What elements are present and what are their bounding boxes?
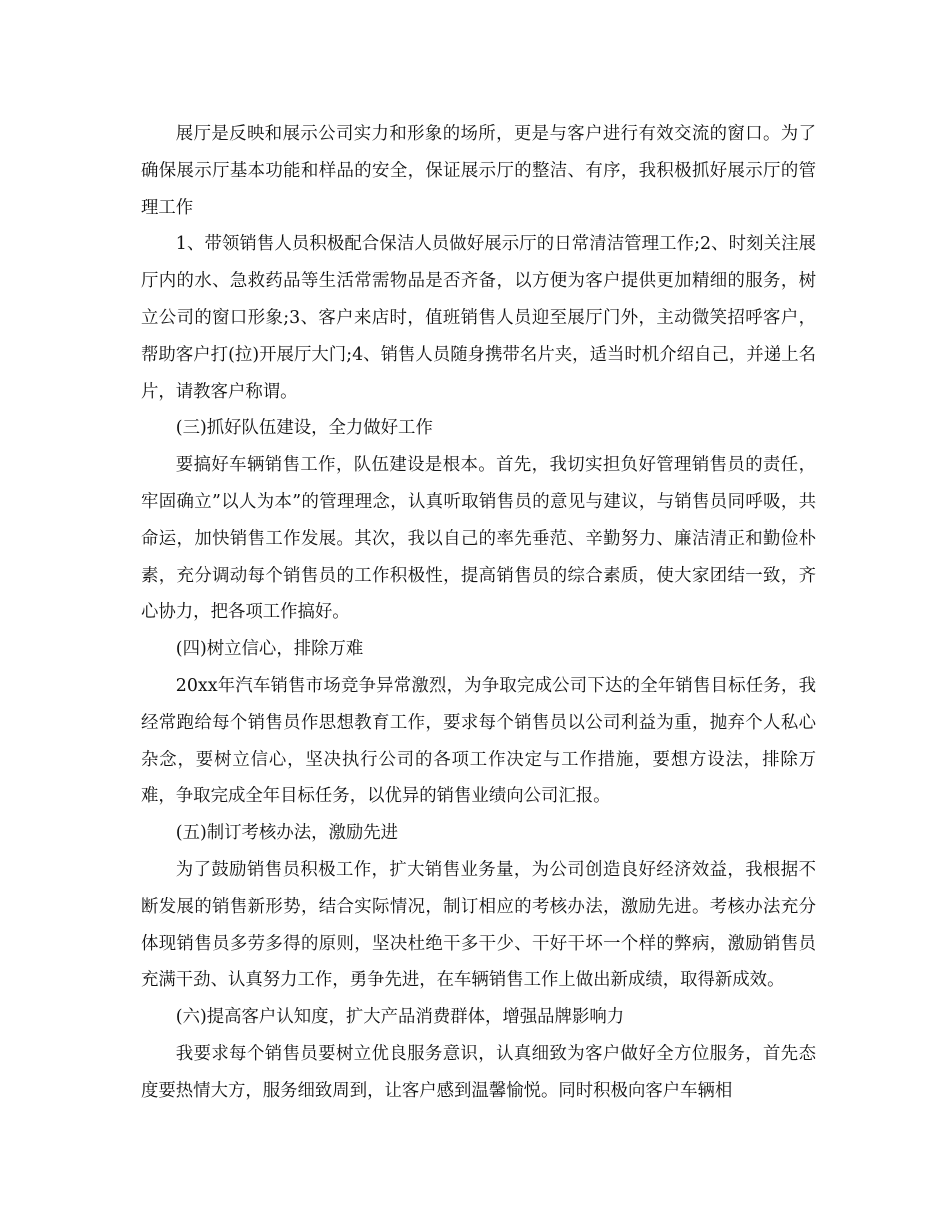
paragraph-brand: 我要求每个销售员要树立优良服务意识，认真细致为客户做好全方位服务，首先态度要热情大方，服务细致周到，让客户感到温馨愉悦。同时积极向客户车辆相 bbox=[141, 1043, 816, 1101]
paragraph-showroom-intro: 展厅是反映和展示公司实力和形象的场所，更是与客户进行有效交流的窗口。为了确保展示厅基本功能和样品的安全，保证展示厅的整洁、有序，我积极抓好展示厅的管理工作 bbox=[141, 124, 816, 218]
section-heading-confidence: (四)树立信心，排除万难 bbox=[175, 639, 364, 660]
document-page bbox=[141, 116, 816, 1110]
section-heading-assessment: (五)制订考核办法，激励先进 bbox=[175, 823, 399, 844]
paragraph-confidence: 20xx年汽车销售市场竞争异常激烈，为争取完成公司下达的全年销售目标任务，我经常跑给每个销售员作思想教育工作，要求每个销售员以公司利益为重，抛弃个人私心杂念，要树立信心，坚决执行公司的各项工作决定与工作措施，要想方设法，排除万难，争取完成全年目标任务，以优异的销售业绩向公司汇报。 bbox=[141, 675, 816, 807]
paragraph-showroom-tasks: 1、带领销售人员积极配合保洁人员做好展示厅的日常清洁管理工作;2、时刻关注展厅内的水、急救药品等生活常需物品是否齐备，以方便为客户提供更加精细的服务，树立公司的窗口形象;3、客户来店时，值班销售人员迎至展厅门外，主动微笑招呼客户，帮助客户打(拉)开展厅大门;4、销售人员随身携带名片夹，适当时机介绍自己，并递上名片，请教客户称谓。 bbox=[141, 234, 816, 402]
section-heading-team-building: (三)抓好队伍建设，全力做好工作 bbox=[175, 418, 433, 439]
paragraph-team-building: 要搞好车辆销售工作，队伍建设是根本。首先，我切实担负好管理销售员的责任，牢固确立”以人为本”的管理理念，认真听取销售员的意见与建议，与销售员同呼吸，共命运，加快销售工作发展。其次，我以自己的率先垂范、辛勤努力、廉洁清正和勤俭朴素，充分调动每个销售员的工作积极性，提高销售员的综合素质，使大家团结一致，齐心协力，把各项工作搞好。 bbox=[141, 455, 816, 623]
section-heading-brand: (六)提高客户认知度，扩大产品消费群体，增强品牌影响力 bbox=[175, 1007, 625, 1028]
paragraph-assessment: 为了鼓励销售员积极工作，扩大销售业务量，为公司创造良好经济效益，我根据不断发展的销售新形势，结合实际情况，制订相应的考核办法，激励先进。考核办法充分体现销售员多劳多得的原则，坚决杜绝干多干少、干好干坏一个样的弊病，激励销售员充满干劲、认真努力工作，勇争先进，在车辆销售工作上做出新成绩，取得新成效。 bbox=[141, 859, 816, 991]
